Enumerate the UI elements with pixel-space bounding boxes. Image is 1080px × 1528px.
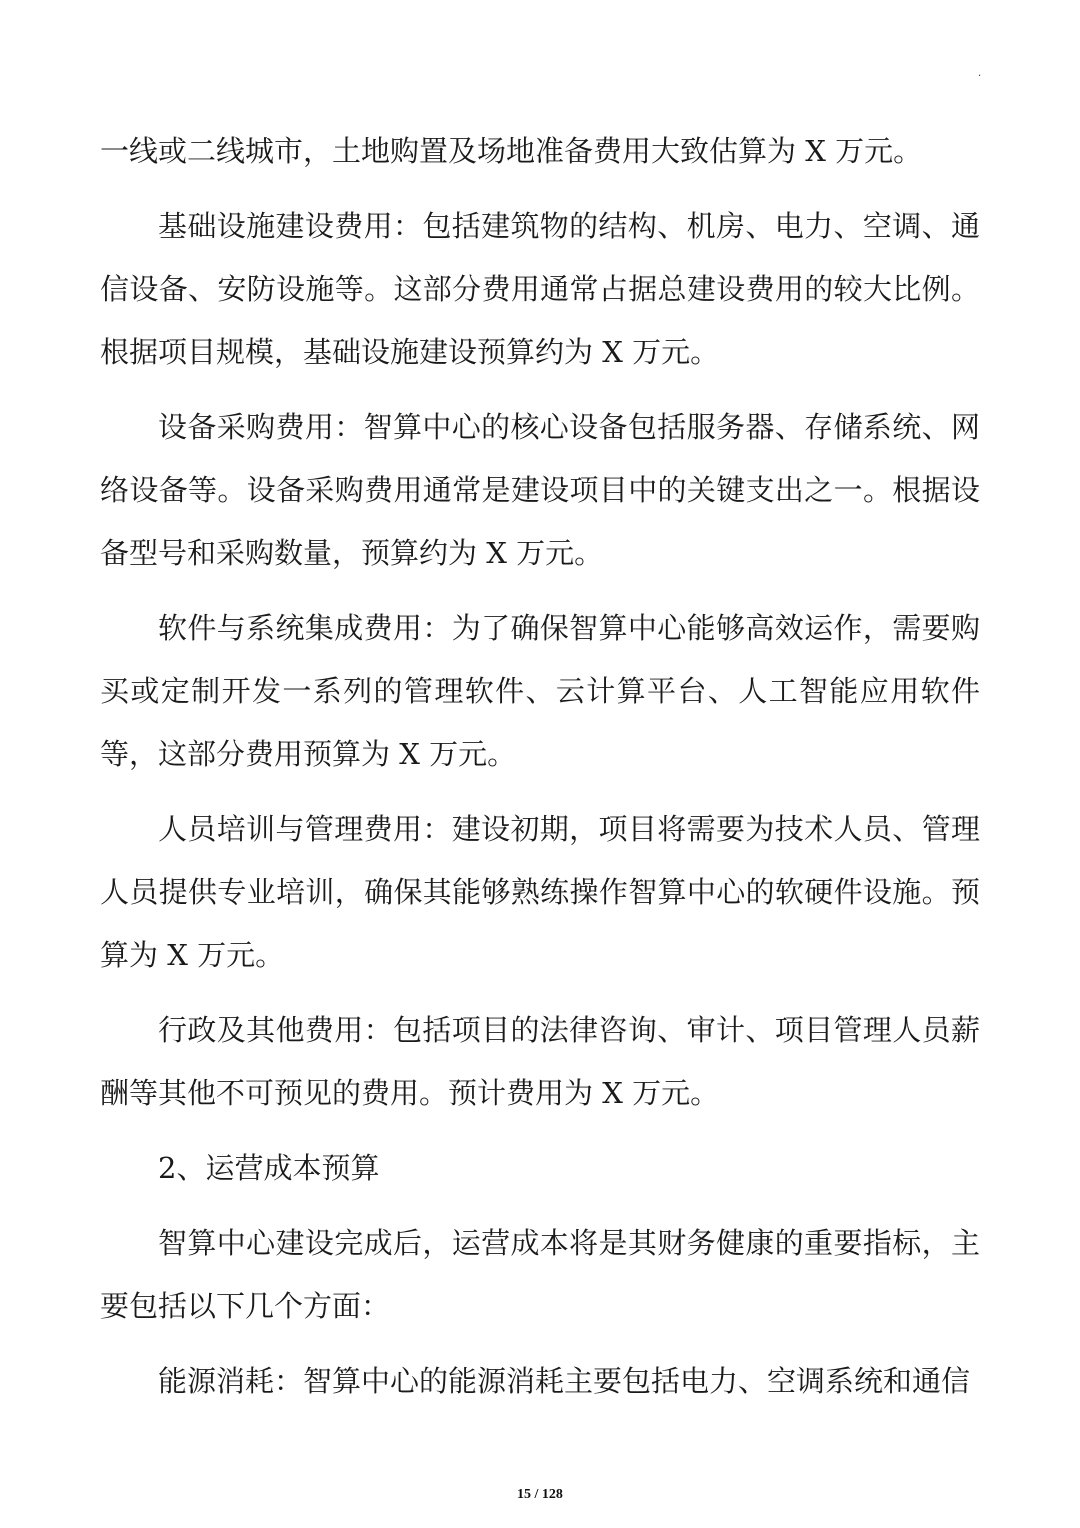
body-text <box>100 120 980 1413</box>
corner-mark: · <box>978 71 982 82</box>
paragraph-software-cost: 软件与系统集成费用：为了确保智算中心能够高效运作，需要购买或定制开发一系列的管理软件、云计算平台、人工智能应用软件等，这部分费用预算为 X 万元。 <box>100 611 980 771</box>
paragraph-energy-consumption: 能源消耗：智算中心的能源消耗主要包括电力、空调系统和通信 <box>158 1364 971 1398</box>
paragraph-admin-cost: 行政及其他费用：包括项目的法律咨询、审计、项目管理人员薪酬等其他不可预见的费用。预计费用为 X 万元。 <box>100 1013 980 1110</box>
paragraph-infrastructure-cost: 基础设施建设费用：包括建筑物的结构、机房、电力、空调、通信设备、安防设施等。这部分费用通常占据总建设费用的较大比例。根据项目规模，基础设施建设预算约为 X 万元。 <box>100 209 980 369</box>
paragraph-continuation: 一线或二线城市，土地购置及场地准备费用大致估算为 X 万元。 <box>100 134 923 168</box>
section-heading-operating-budget: 2、运营成本预算 <box>158 1151 380 1185</box>
page-number: 15 / 128 <box>517 1487 563 1502</box>
paragraph-equipment-cost: 设备采购费用：智算中心的核心设备包括服务器、存储系统、网络设备等。设备采购费用通常是建设项目中的关键支出之一。根据设备型号和采购数量，预算约为 X 万元。 <box>100 410 980 570</box>
paragraph-operating-intro: 智算中心建设完成后，运营成本将是其财务健康的重要指标，主要包括以下几个方面： <box>100 1226 980 1323</box>
paragraph-training-cost: 人员培训与管理费用：建设初期，项目将需要为技术人员、管理人员提供专业培训，确保其能够熟练操作智算中心的软硬件设施。预算为 X 万元。 <box>100 812 980 972</box>
